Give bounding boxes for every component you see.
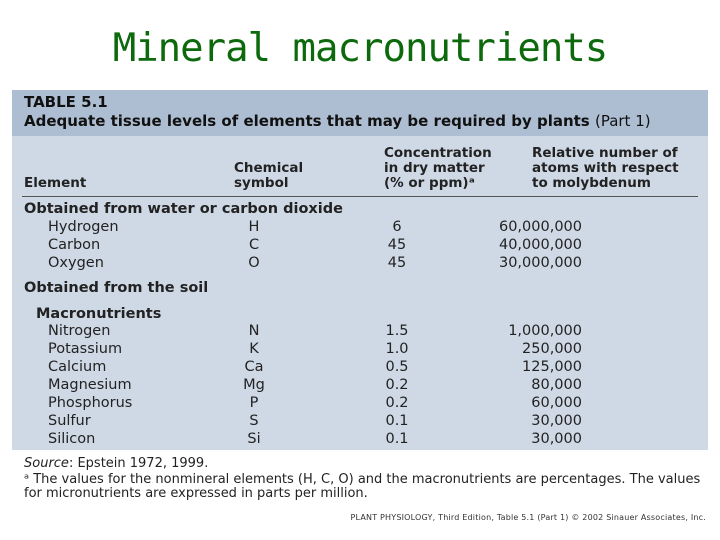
header-relative: Relative number of atoms with respect to molybdenum [532,145,679,191]
table-number: TABLE 5.1 [24,93,108,111]
header-concentration: Concentration in dry matter (% or ppm)ᵃ [384,145,492,191]
section-subtitle: Macronutrients [36,306,162,322]
header-rule [22,196,698,197]
table-caption: Adequate tissue levels of elements that may be required by plants (Part 1) [24,112,651,130]
table-row: Carbon C 45 40,000,000 [48,237,582,253]
table-source: Source: Epstein 1972, 1999. [24,456,209,471]
nutrient-table [12,90,708,450]
table-row: Magnesium Mg 0.2 80,000 [48,377,582,393]
header-element: Element [24,175,87,191]
table-row: Hydrogen H 6 60,000,000 [48,219,582,235]
section-title: Obtained from water or carbon dioxide [24,201,343,217]
table-row: Calcium Ca 0.5 125,000 [48,359,582,375]
table-part: (Part 1) [594,112,651,130]
section-title: Obtained from the soil [24,280,209,296]
publisher-credit: PLANT PHYSIOLOGY, Third Edition, Table 5.1 (Part 1) © 2002 Sinauer Associates, Inc. [350,513,706,522]
table-row: Potassium K 1.0 250,000 [48,341,582,357]
slide-title: Mineral macronutrients [112,26,608,71]
table-row: Nitrogen N 1.5 1,000,000 [48,323,582,339]
table-row: Sulfur S 0.1 30,000 [48,413,582,429]
table-row: Oxygen O 45 30,000,000 [48,255,582,271]
header-symbol: Chemical symbol [234,160,304,191]
table-row: Phosphorus P 0.2 60,000 [48,395,582,411]
table-footnote: ᵃ The values for the nonmineral elements (H, C, O) and the macronutrients are percentages. The values for micronutrients are expressed in parts per million. [24,472,701,501]
table-caption-band [12,90,708,136]
table-row: Silicon Si 0.1 30,000 [48,431,582,447]
